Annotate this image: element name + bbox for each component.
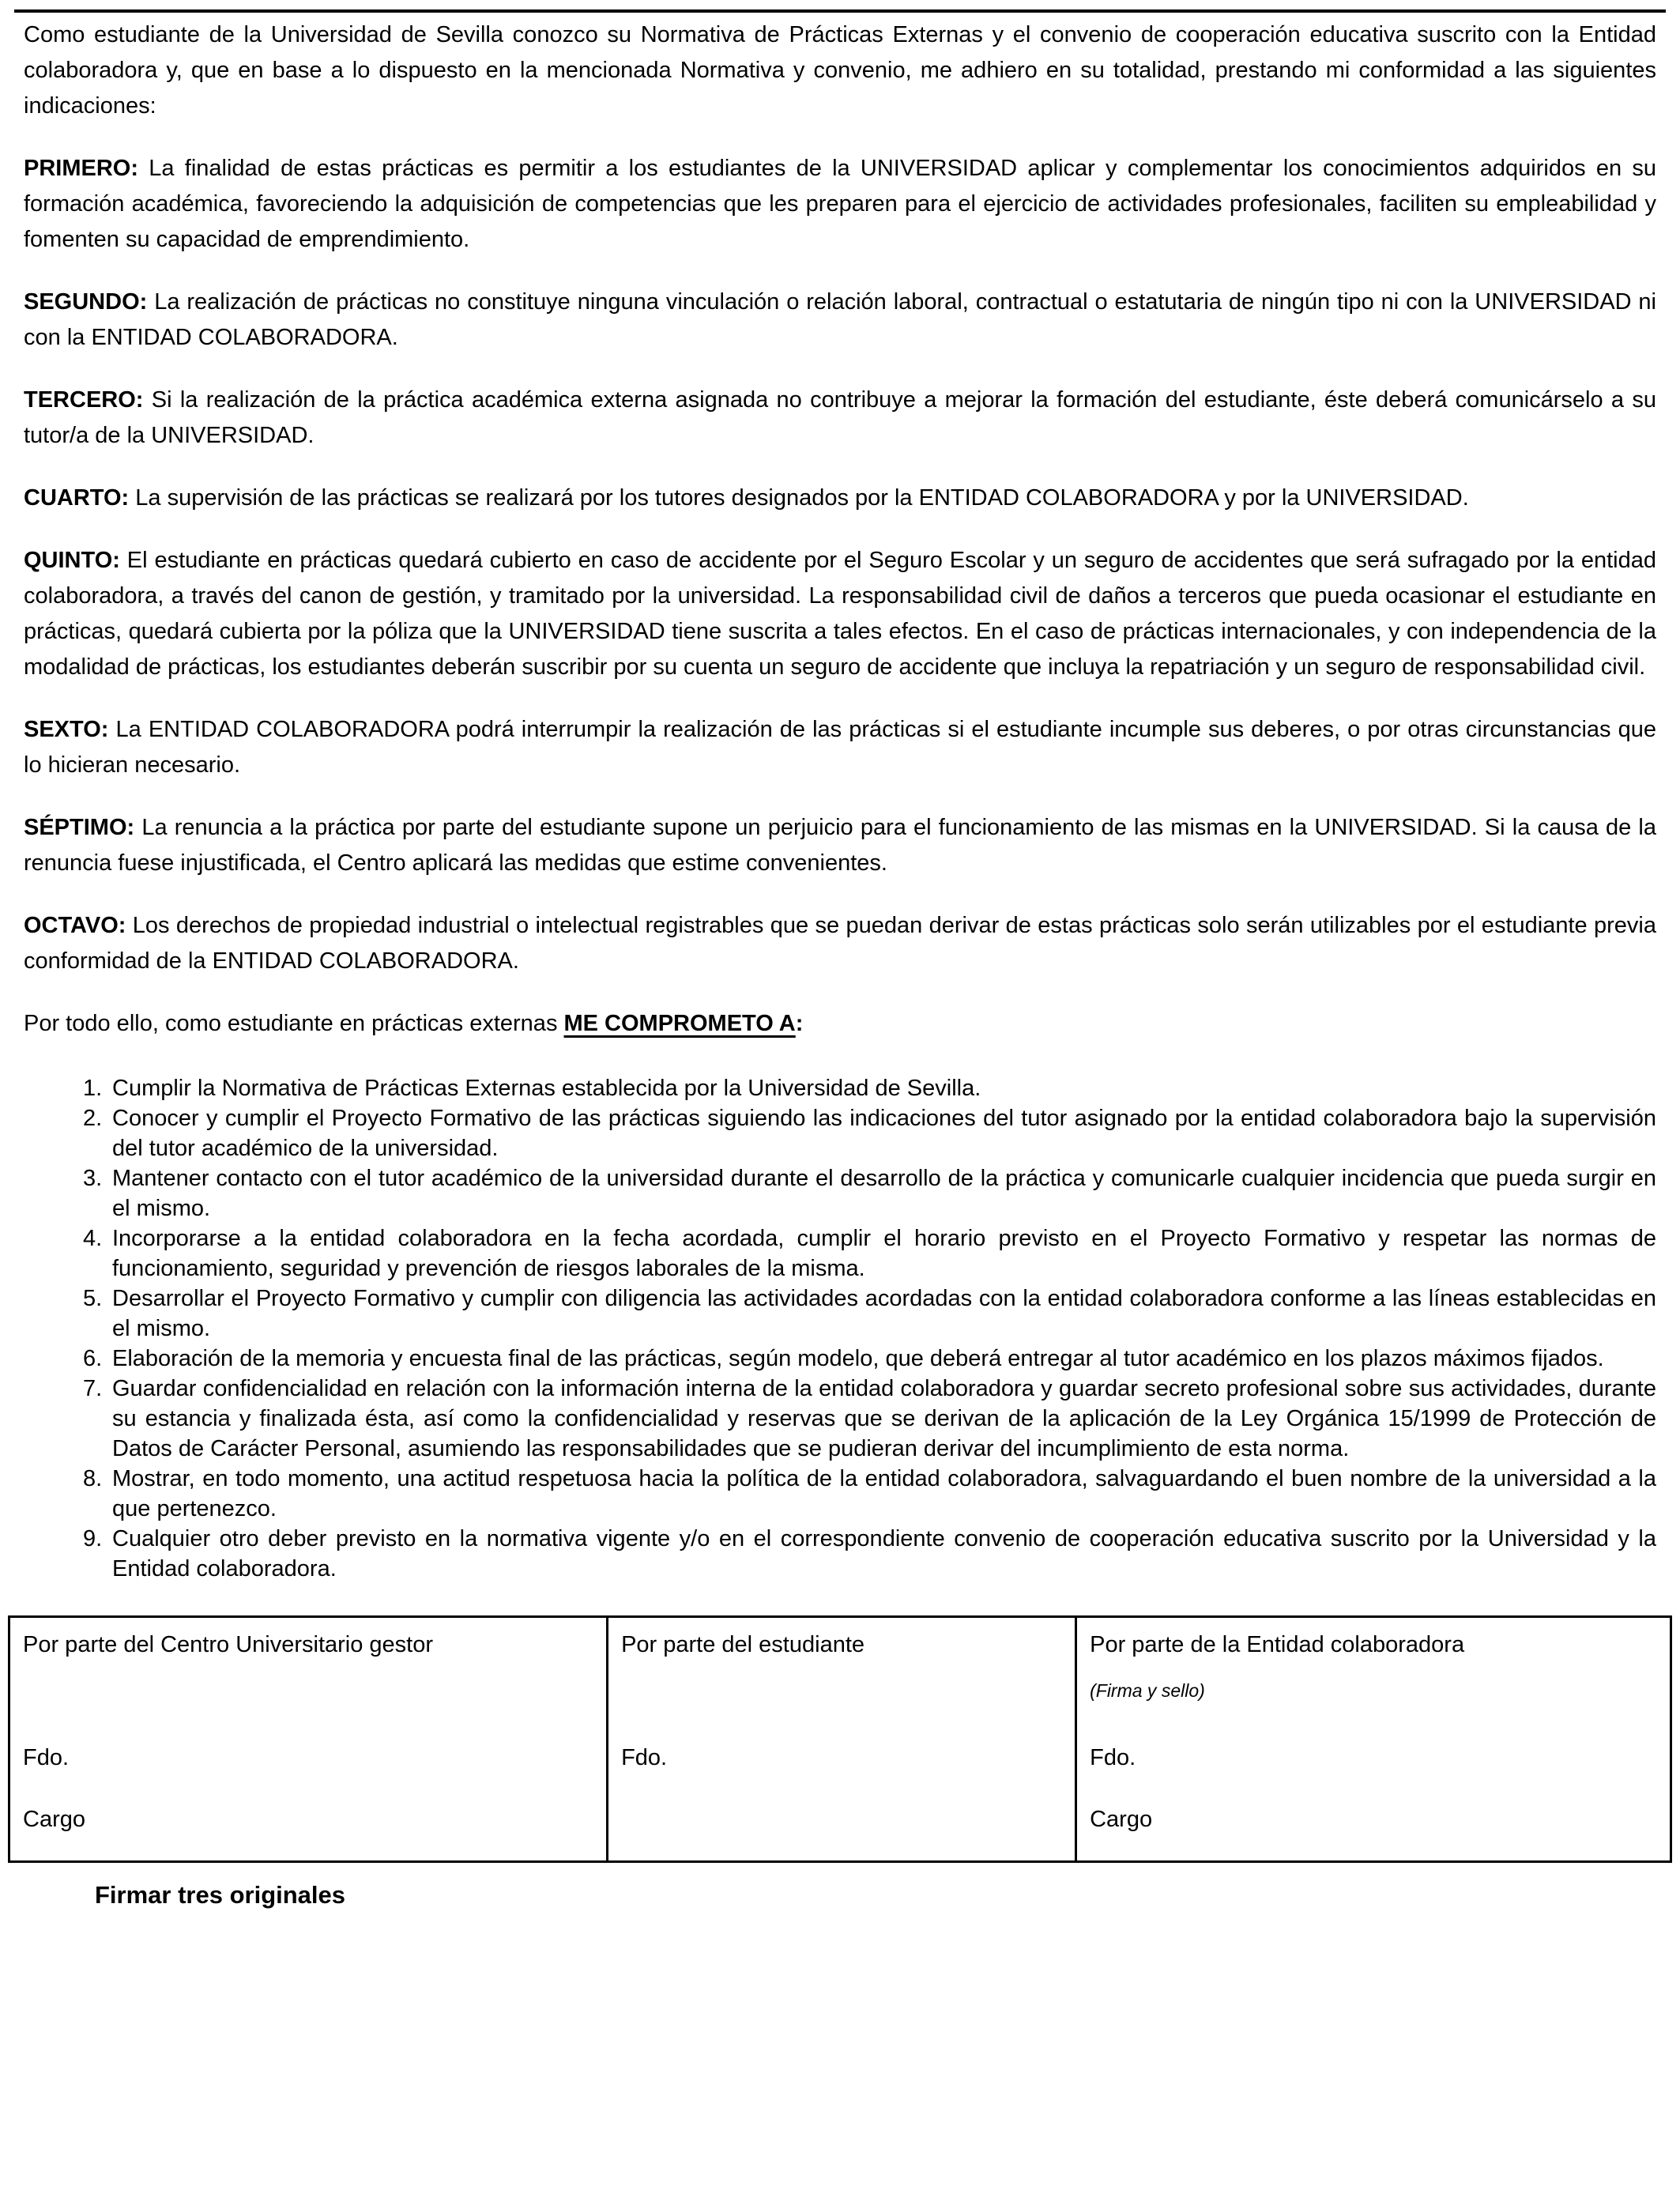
item-number: 6. [83,1346,103,1371]
item-number: 3. [83,1166,103,1191]
footer-note: Firmar tres originales [95,1881,346,1909]
item-text: Incorporarse a la entidad colaboradora en la fecha acordada, cumplir el horario previsto en el Proyecto Formativo y respetar las normas de funcionamiento, seguridad y prevención de riesgos laborales de la misma. [112,1226,1656,1281]
item-number: 5. [83,1286,103,1311]
clause-label: SEXTO: [24,717,109,742]
firma-sello-note: (Firma y sello) [1090,1680,1205,1701]
clause-quinto [24,543,1656,685]
commitment-item [83,1163,1656,1223]
item-number: 8. [83,1466,103,1491]
signature-cell-estudiante [608,1617,1076,1862]
item-number: 1. [83,1076,103,1101]
signature-column-header: Por parte del Centro Universitario gestor [23,1632,434,1657]
item-number: 9. [83,1526,103,1551]
clause-text: La realización de prácticas no constituye ninguna vinculación o relación laboral, contractual o estatutaria de ningún tipo ni con la UNIVERSIDAD ni con la ENTIDAD COLABORADORA. [24,289,1656,350]
item-text: Mostrar, en todo momento, una actitud respetuosa hacia la política de la entidad colaboradora, salvaguardando el buen nombre de la universidad a la que pertenezco. [112,1466,1656,1521]
item-number: 7. [83,1376,103,1401]
signature-column-header: Por parte del estudiante [621,1632,865,1657]
signature-row [9,1617,1671,1862]
item-text: Mantener contacto con el tutor académico de la universidad durante el desarrollo de la práctica y comunicarle cualquier incidencia que pueda surgir en el mismo. [112,1166,1656,1221]
clause-primero [24,151,1656,258]
item-text: Cualquier otro deber previsto en la normativa vigente y/o en el correspondiente convenio de cooperación educativa suscrito por la Universidad y la Entidad colaboradora. [112,1526,1656,1581]
fdo-line: Fdo. [23,1745,70,1770]
item-text: Cumplir la Normativa de Prácticas Externas establecida por la Universidad de Sevilla. [112,1076,981,1101]
cargo-line: Cargo [1090,1807,1153,1832]
clause-septimo [24,810,1656,881]
clause-label: SÉPTIMO: [24,815,135,840]
fdo-line: Fdo. [621,1745,668,1770]
clause-tercero [24,383,1656,454]
clause-sexto [24,712,1656,783]
clause-text: La supervisión de las prácticas se realizará por los tutores designados por la ENTIDAD COLABORADORA y por la UNIVERSIDAD. [135,485,1469,511]
commitment-item [83,1374,1656,1464]
clause-label: CUARTO: [24,485,130,511]
clause-octavo [24,908,1656,979]
commitment-item [83,1073,1656,1103]
clause-label: SEGUNDO: [24,289,148,315]
item-number: 4. [83,1226,103,1251]
clause-cuarto [24,481,1656,516]
signature-cell-entidad [1076,1617,1671,1862]
clause-text: El estudiante en prácticas quedará cubierto en caso de accidente por el Seguro Escolar y un seguro de accidentes que será sufragado por la entidad colaboradora, a través del canon de gestión, y tramitado por la universidad. La responsabilidad civil de daños a terceros que pueda ocasionar el estudiante en prácticas, quedará cubierta por la póliza que la UNIVERSIDAD tiene suscrita a tales efectos. En el caso de prácticas internacionales, y con independencia de la modalidad de prácticas, los estudiantes deberán suscribir por su cuenta un seguro de accidente que incluya la repatriación y un seguro de responsabilidad civil. [24,548,1656,680]
item-number: 2. [83,1106,103,1131]
clause-segundo [24,285,1656,356]
commitment-intro-emphasis: ME COMPROMETO A [563,1011,796,1036]
commitment-item [83,1464,1656,1524]
clause-text: La finalidad de estas prácticas es permitir a los estudiantes de la UNIVERSIDAD aplicar y complementar los conocimientos adquiridos en su formación académica, favoreciendo la adquisición de competencias que les preparen para el ejercicio de actividades profesionales, faciliten su empleabilidad y fomenten su capacidad de emprendimiento. [24,156,1656,252]
clause-text: La ENTIDAD COLABORADORA podrá interrumpir la realización de las prácticas si el estudiante incumple sus deberes, o por otras circunstancias que lo hicieran necesario. [24,717,1656,778]
clause-label: QUINTO: [24,548,120,573]
clause-text: Los derechos de propiedad industrial o intelectual registrables que se puedan derivar de estas prácticas solo serán utilizables por el estudiante previa conformidad de la ENTIDAD COLABORADORA. [24,913,1656,974]
item-text: Desarrollar el Proyecto Formativo y cumplir con diligencia las actividades acordadas con la entidad colaboradora conforme a las líneas establecidas en el mismo. [112,1286,1656,1341]
commitment-item [83,1344,1656,1374]
item-text: Conocer y cumplir el Proyecto Formativo de las prácticas siguiendo las indicaciones del tutor asignado por la entidad colaboradora bajo la supervisión del tutor académico de la universidad. [112,1106,1656,1161]
signature-column-header: Por parte de la Entidad colaboradora [1090,1632,1465,1657]
item-text: Elaboración de la memoria y encuesta final de las prácticas, según modelo, que deberá entregar al tutor académico en los plazos máximos fijados. [112,1346,1604,1371]
fdo-line: Fdo. [1090,1745,1136,1770]
commitment-item [83,1223,1656,1284]
signature-table [8,1615,1672,1863]
clause-text: La renuncia a la práctica por parte del estudiante supone un perjuicio para el funcionamiento de las mismas en la UNIVERSIDAD. Si la causa de la renuncia fuese injustificada, el Centro aplicará las medidas que estime convenientes. [24,815,1656,876]
item-text: Guardar confidencialidad en relación con la información interna de la entidad colaboradora y guardar secreto profesional sobre sus actividades, durante su estancia y finalizada ésta, así como la confidencialidad y reservas que se derivan de la aplicación de la Ley Orgánica 15/1999 de Protección de Datos de Carácter Personal, asumiendo las responsabilidades que se pudieran derivar del incumplimiento de esta norma. [112,1376,1656,1461]
commitment-intro-prefix: Por todo ello, como estudiante en prácticas externas [24,1011,564,1036]
commitment-intro-suffix: : [795,1011,804,1036]
commitment-item [83,1103,1656,1163]
commitment-list [83,1073,1656,1584]
clause-label: OCTAVO: [24,913,126,938]
commitment-item [83,1524,1656,1584]
clause-text: Si la realización de la práctica académica externa asignada no contribuye a mejorar la formación del estudiante, éste deberá comunicárselo a su tutor/a de la UNIVERSIDAD. [24,387,1656,448]
signature-cell-centro [9,1617,608,1862]
intro-paragraph: Como estudiante de la Universidad de Sevilla conozco su Normativa de Prácticas Externas y el convenio de cooperación educativa suscrito con la Entidad colaboradora y, que en base a lo dispuesto en la mencionada Normativa y convenio, me adhiero en su totalidad, prestando mi conformidad a las siguientes indicaciones: [24,22,1656,119]
top-divider [14,9,1666,13]
clause-label: PRIMERO: [24,156,138,181]
commitment-intro [24,1006,1656,1042]
commitment-item [83,1284,1656,1344]
clause-label: TERCERO: [24,387,144,413]
cargo-line: Cargo [23,1807,85,1832]
